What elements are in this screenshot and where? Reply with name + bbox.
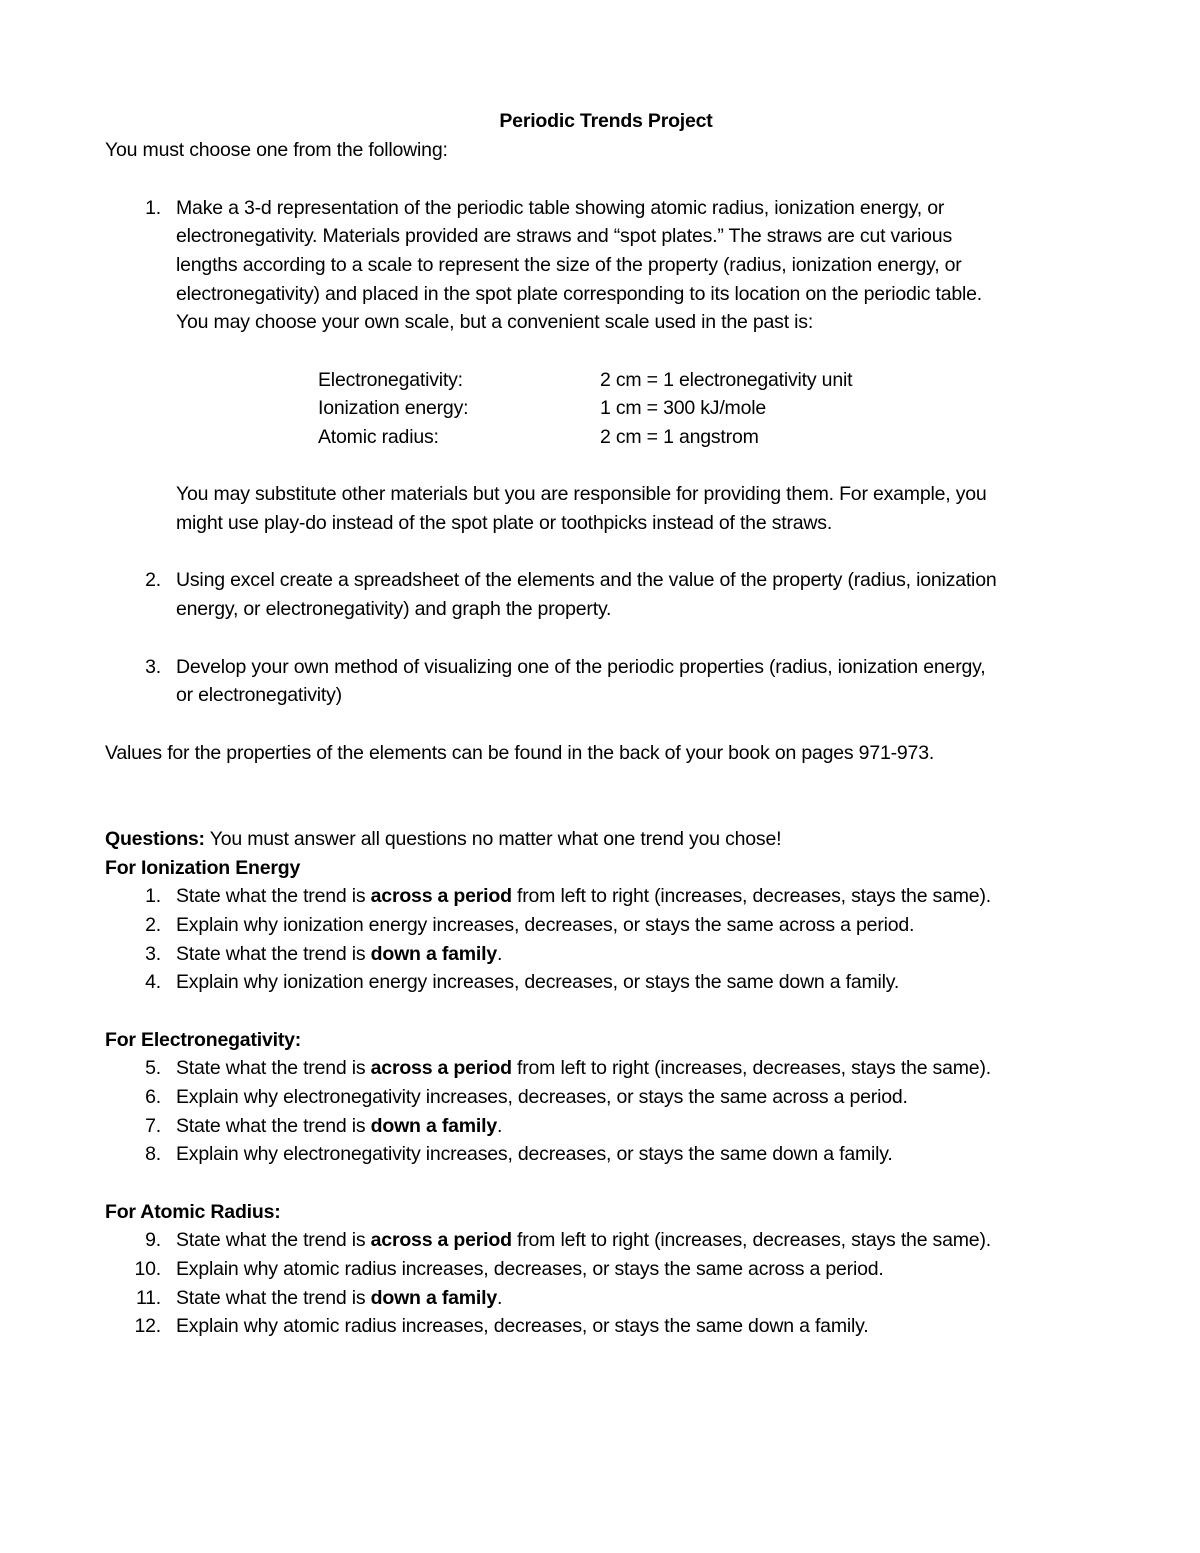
question-text: Explain why atomic radius increases, decreases, or stays the same across a period. bbox=[176, 1258, 884, 1280]
option-number: 1. bbox=[145, 197, 161, 219]
option-line: Make a 3-d representation of the periodic table showing atomic radius, ionization energy, or bbox=[176, 197, 945, 219]
question-number: 12. bbox=[134, 1315, 161, 1337]
question-number: 6. bbox=[145, 1086, 161, 1108]
question-number: 11. bbox=[135, 1287, 161, 1309]
substitute-line: You may substitute other materials but you are responsible for providing them. For example, you bbox=[176, 483, 987, 505]
option-line: energy, or electronegativity) and graph the property. bbox=[176, 598, 612, 620]
question-number: 10. bbox=[134, 1258, 161, 1280]
page-title: Periodic Trends Project bbox=[499, 110, 713, 132]
question-text: State what the trend is across a period from left to right (increases, decreases, stays the same). bbox=[176, 1057, 991, 1079]
option-line: Develop your own method of visualizing one of the periodic properties (radius, ionization energy, bbox=[176, 656, 986, 678]
question-text: State what the trend is down a family. bbox=[176, 943, 503, 965]
section-heading: For Atomic Radius: bbox=[105, 1201, 281, 1223]
question-text: State what the trend is across a period from left to right (increases, decreases, stays the same). bbox=[176, 1229, 991, 1251]
questions-label: Questions: bbox=[105, 828, 205, 850]
questions-header bbox=[105, 825, 781, 854]
section-heading: For Electronegativity: bbox=[105, 1029, 302, 1051]
option-line: lengths according to a scale to represent the size of the property (radius, ionization energy, or bbox=[176, 254, 962, 276]
option-line: You may choose your own scale, but a convenient scale used in the past is: bbox=[176, 311, 814, 333]
question-text: State what the trend is across a period from left to right (increases, decreases, stays the same). bbox=[176, 885, 991, 907]
values-note: Values for the properties of the elements can be found in the back of your book on pages 971-973. bbox=[105, 742, 935, 764]
option-line: electronegativity) and placed in the spot plate corresponding to its location on the periodic table. bbox=[176, 283, 983, 305]
question-number: 1. bbox=[145, 885, 161, 907]
question-number: 7. bbox=[145, 1115, 161, 1137]
substitute-line: might use play-do instead of the spot plate or toothpicks instead of the straws. bbox=[176, 512, 833, 534]
section-heading: For Ionization Energy bbox=[105, 857, 301, 879]
question-number: 8. bbox=[145, 1143, 161, 1165]
question-text: State what the trend is down a family. bbox=[176, 1287, 503, 1309]
question-text: Explain why electronegativity increases, decreases, or stays the same across a period. bbox=[176, 1086, 908, 1108]
option-line: Using excel create a spreadsheet of the elements and the value of the property (radius, ionization bbox=[176, 569, 997, 591]
question-number: 3. bbox=[145, 943, 161, 965]
questions-instructions: You must answer all questions no matter what one trend you chose! bbox=[204, 828, 782, 850]
scale-value: 2 cm = 1 angstrom bbox=[600, 426, 759, 448]
scale-value: 1 cm = 300 kJ/mole bbox=[600, 397, 767, 419]
question-text: Explain why ionization energy increases, decreases, or stays the same down a family. bbox=[176, 971, 900, 993]
option-line: electronegativity. Materials provided are straws and “spot plates.” The straws are cut various bbox=[176, 225, 952, 247]
scale-label: Electronegativity: bbox=[318, 369, 463, 391]
question-number: 2. bbox=[145, 914, 161, 936]
scale-label: Atomic radius: bbox=[318, 426, 439, 448]
question-text: Explain why atomic radius increases, decreases, or stays the same down a family. bbox=[176, 1315, 869, 1337]
option-number: 3. bbox=[145, 656, 161, 678]
option-number: 2. bbox=[145, 569, 161, 591]
question-number: 5. bbox=[145, 1057, 161, 1079]
question-number: 4. bbox=[145, 971, 161, 993]
question-text: Explain why electronegativity increases, decreases, or stays the same down a family. bbox=[176, 1143, 893, 1165]
scale-label: Ionization energy: bbox=[318, 397, 469, 419]
question-text: State what the trend is down a family. bbox=[176, 1115, 503, 1137]
option-line: or electronegativity) bbox=[176, 684, 342, 706]
intro-text: You must choose one from the following: bbox=[105, 139, 448, 161]
question-text: Explain why ionization energy increases, decreases, or stays the same across a period. bbox=[176, 914, 915, 936]
question-number: 9. bbox=[145, 1229, 161, 1251]
scale-value: 2 cm = 1 electronegativity unit bbox=[600, 369, 853, 391]
